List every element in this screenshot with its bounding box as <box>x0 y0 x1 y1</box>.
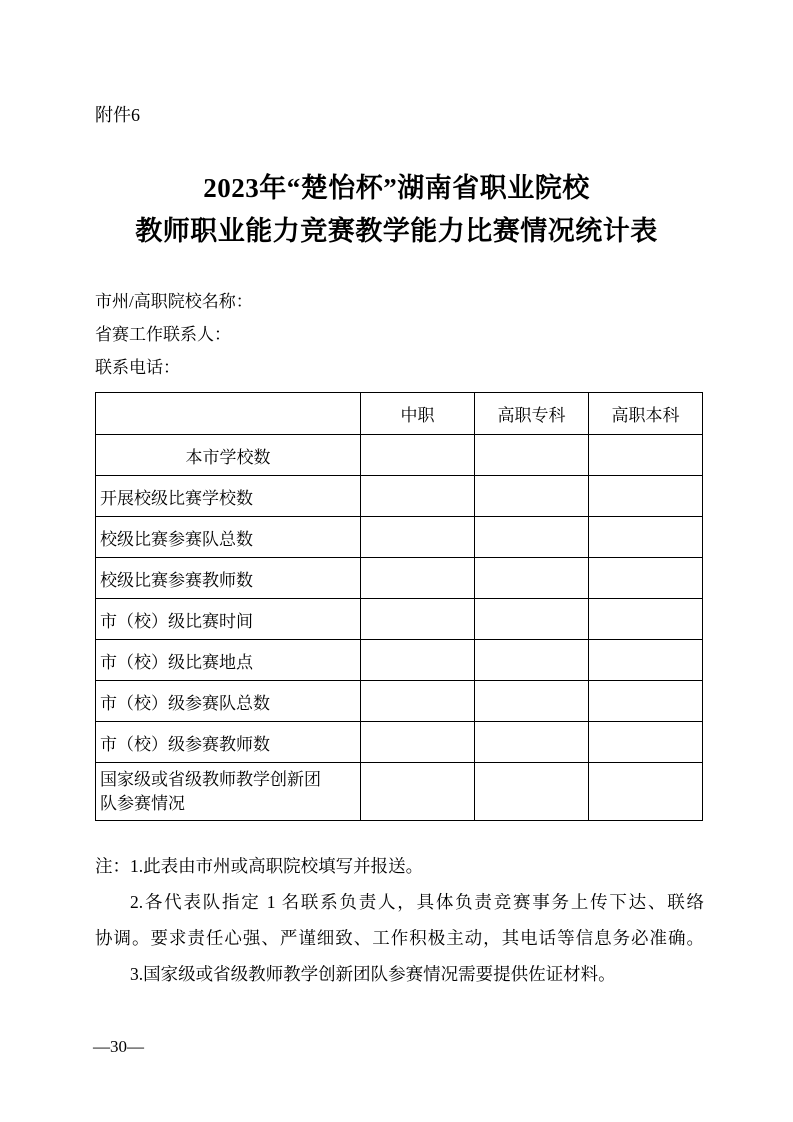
note-1: 注：1.此表由市州或高职院校填写并报送。 <box>95 856 424 876</box>
table-cell <box>589 681 703 722</box>
note-2-line-1: 2.各代表队指定 1 名联系负责人，具体负责竞赛事务上传下达、联络 <box>130 892 704 912</box>
field-org-name-label: 市州/高职院校名称： <box>95 292 253 311</box>
statistics-table <box>95 392 703 821</box>
note-3: 3.国家级或省级教师教学创新团队参赛情况需要提供佐证材料。 <box>130 964 616 984</box>
table-cell <box>589 763 703 821</box>
table-cell <box>361 763 475 821</box>
table-header-empty <box>96 393 361 435</box>
field-phone-label: 联系电话： <box>95 358 180 377</box>
table-cell <box>589 722 703 763</box>
table-cell <box>589 640 703 681</box>
table-row <box>96 599 703 640</box>
document-title <box>0 167 793 253</box>
document-title-line2: 教师职业能力竞赛教学能力比赛情况统计表 <box>135 216 658 246</box>
table-cell <box>475 722 589 763</box>
table-row <box>96 517 703 558</box>
table-cell <box>475 435 589 476</box>
table-row <box>96 476 703 517</box>
table-header-gaozhi-zhuanke: 高职专科 <box>475 393 589 435</box>
table-cell <box>361 599 475 640</box>
table-cell <box>361 681 475 722</box>
row-label: 开展校级比赛学校数 <box>96 476 361 517</box>
table-row <box>96 640 703 681</box>
table-row <box>96 435 703 476</box>
row-label: 市（校）级比赛地点 <box>96 640 361 681</box>
row-label: 校级比赛参赛教师数 <box>96 558 361 599</box>
table-cell <box>475 763 589 821</box>
table-cell <box>361 640 475 681</box>
table-cell <box>361 517 475 558</box>
table-cell <box>361 476 475 517</box>
table-cell <box>475 476 589 517</box>
table-cell <box>475 517 589 558</box>
table-cell <box>589 517 703 558</box>
table-cell <box>589 599 703 640</box>
notes-section <box>95 848 704 992</box>
table-row <box>96 722 703 763</box>
row-label: 国家级或省级教师教学创新团队参赛情况 <box>96 763 361 821</box>
table-cell <box>361 722 475 763</box>
table-row <box>96 681 703 722</box>
table-cell <box>589 558 703 599</box>
note-2-line-2: 协调。要求责任心强、严谨细致、工作积极主动，其电话等信息务必准确。 <box>95 928 704 948</box>
document-title-line1: 2023年“楚怡杯”湖南省职业院校 <box>203 173 590 203</box>
table-cell <box>361 435 475 476</box>
table-cell <box>589 476 703 517</box>
attachment-label: 附件6 <box>95 105 140 125</box>
table-cell <box>475 681 589 722</box>
page-number: —30— <box>93 1037 144 1056</box>
table-cell <box>475 640 589 681</box>
table-cell <box>475 599 589 640</box>
field-contact-label: 省赛工作联系人： <box>95 325 231 344</box>
table-row <box>96 763 703 821</box>
table-header-gaozhi-benke: 高职本科 <box>589 393 703 435</box>
table-cell <box>589 435 703 476</box>
table-cell <box>361 558 475 599</box>
form-fields <box>95 285 253 384</box>
row-label: 市（校）级参赛教师数 <box>96 722 361 763</box>
row-label: 本市学校数 <box>96 435 361 476</box>
row-label: 校级比赛参赛队总数 <box>96 517 361 558</box>
table-cell <box>475 558 589 599</box>
table-header-zhongzhi: 中职 <box>361 393 475 435</box>
row-label: 市（校）级参赛队总数 <box>96 681 361 722</box>
table-header-row <box>96 393 703 435</box>
table-row <box>96 558 703 599</box>
row-label: 市（校）级比赛时间 <box>96 599 361 640</box>
